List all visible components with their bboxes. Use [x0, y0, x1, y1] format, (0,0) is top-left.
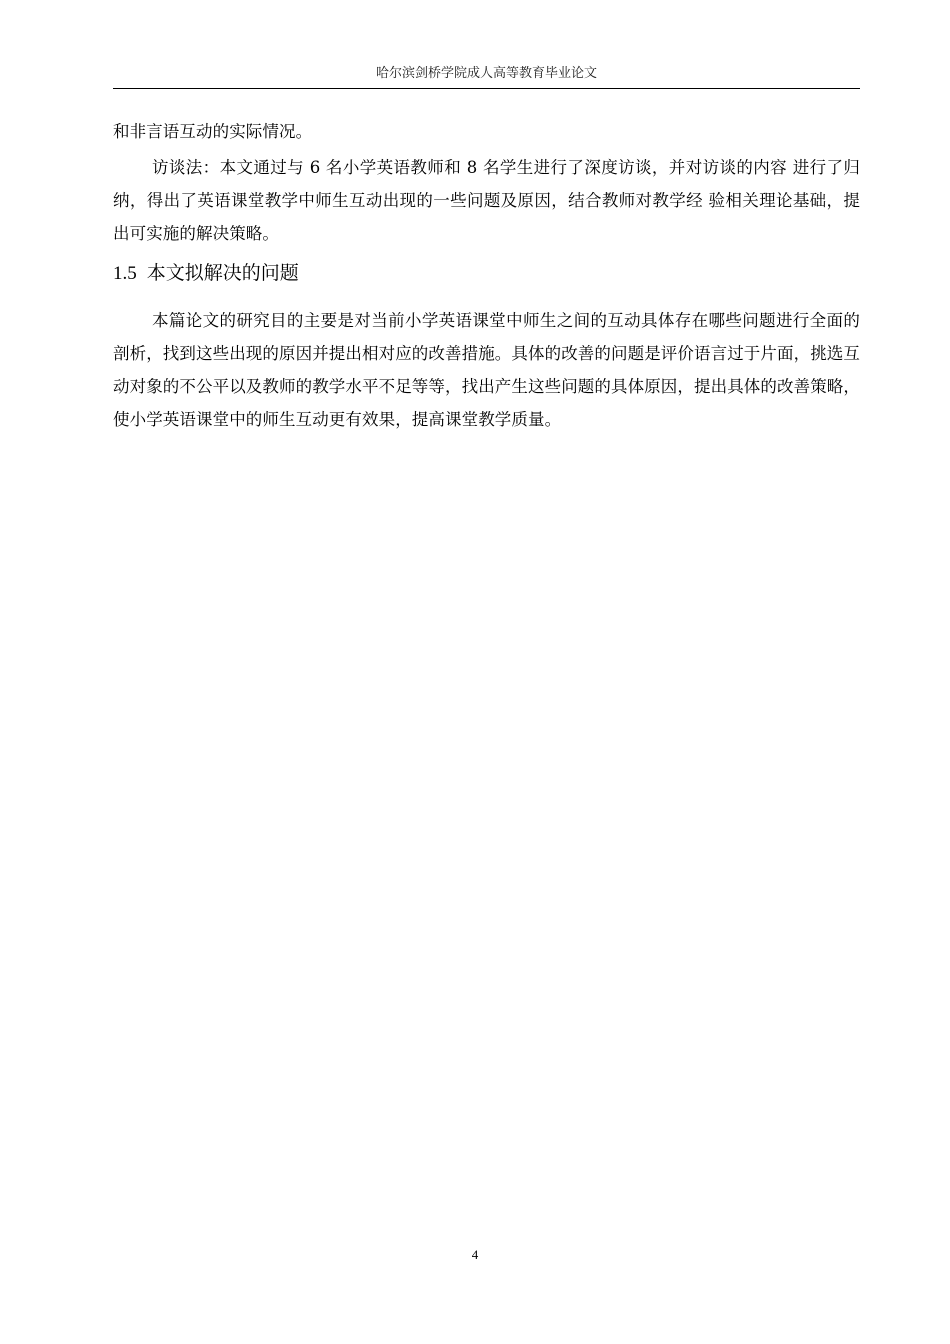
paragraph-continuation: 和非言语互动的实际情况。 [113, 122, 313, 141]
running-header: 哈尔滨剑桥学院成人高等教育毕业论文 [375, 66, 597, 81]
paragraph-research-goal: 本篇论文的研究目的主要是对当前小学英语课堂中师生之间的互动具体存在哪些问题进行全面的剖析，找到这些出现的原因并提出相对应的改善措施。具体的改善的问题是评价语言过于片面，挑选互动对象的不公平以及教师的教学水平不足等等，找出产生这些问题的具体原因，提出具体的改善策略，使小学英语课堂中的师生互动更有效果，提高课堂教学质量。 [113, 311, 860, 429]
section-number: 1.5 [113, 263, 137, 284]
page-number: 4 [471, 1247, 479, 1262]
section-heading [113, 258, 860, 289]
paragraph-interview-method: 访谈法：本文通过与 6 名小学英语教师和 8 名学生进行了深度访谈，并对访谈的内容 进行了归纳，得出了英语课堂教学中师生互动出现的一些问题及原因，结合教师对教学经 验相关理论基础，提出可实施的解决策略。 [113, 158, 860, 243]
section-title: 本文拟解决的问题 [146, 262, 299, 284]
header-divider [113, 88, 860, 89]
